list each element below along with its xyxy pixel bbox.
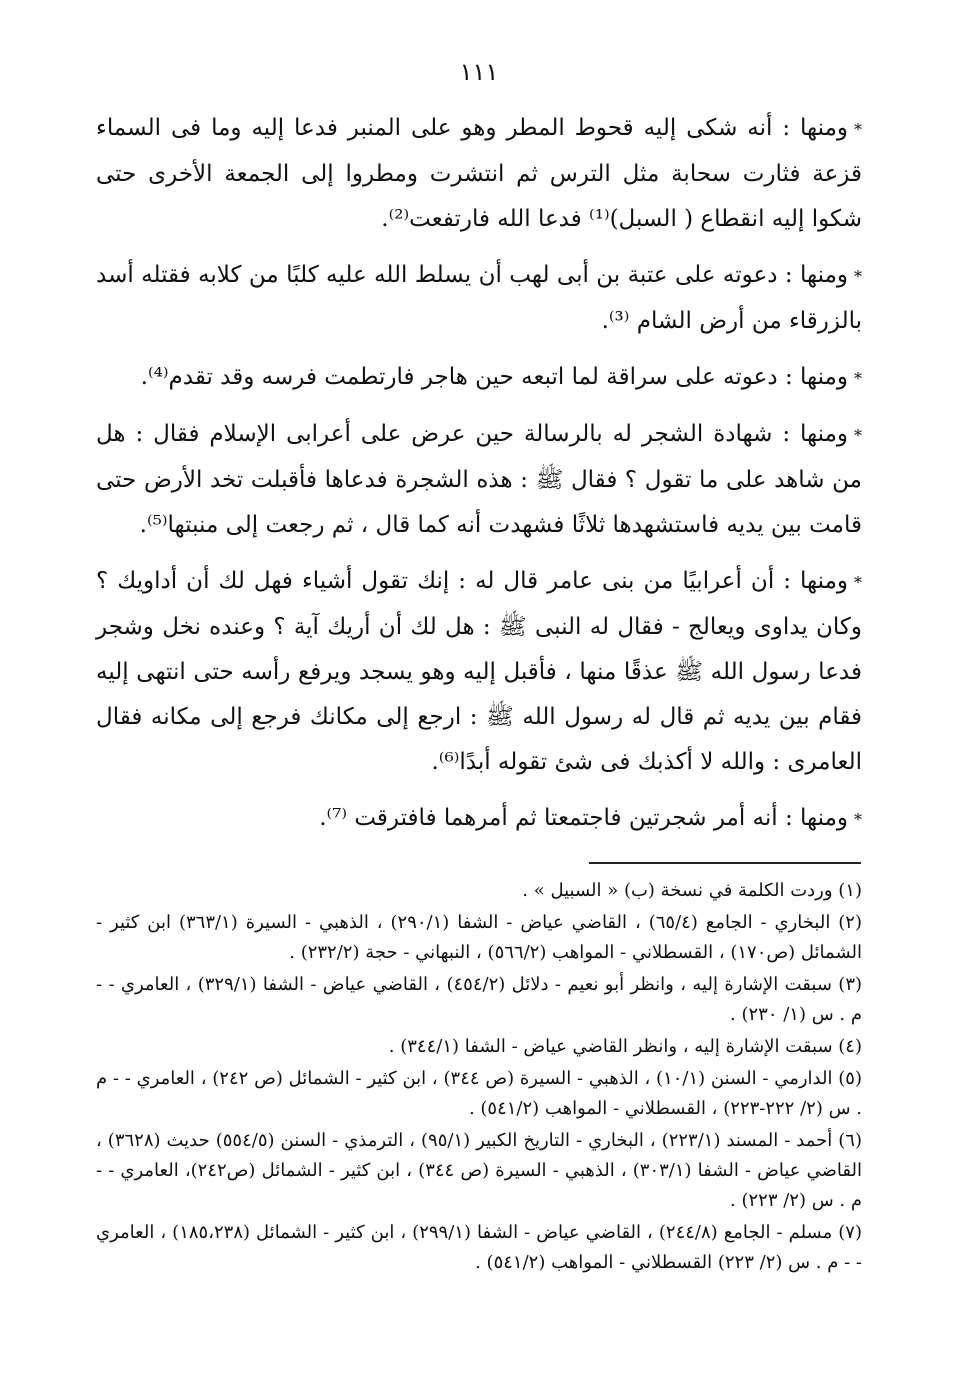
paragraph-1: *ومنها : أنه شكى إليه قحوط المطر وهو على المنبر فدعا إليه وما فى السماء قزعة فثارت سحابة مثل الترس ثم انتشرت ومطروا إلى الجمعة الأخرى حتى شكوا إليه انقطاع ( السبل)⁽¹⁾ فدعا الله فارتفعت⁽²⁾. bbox=[96, 115, 862, 232]
star-marker: * bbox=[854, 810, 862, 829]
paragraph-5: *ومنها : أن أعرابيًا من بنى عامر قال له : إنك تقول أشياء فهل لك أن أداويك ؟ وكان يداوى ويعالج - فقال له النبى ﷺ : هل لك أن أريك آية ؟ وعنده نخل وشجر فدعا رسول الله ﷺ عذقًا منها ، فأقبل إليه وهو يسجد ويرفع رأسه حتى انتهى إليه فقام بين يديه ثم قال له رسول الله ﷺ : ارجع إلى مكانك فرجع إلى مكانه فقال العامرى : والله لا أكذبك فى شئ تقوله أبدًا⁽⁶⁾. bbox=[96, 568, 862, 775]
paragraph-2: *ومنها : دعوته على عتبة بن أبى لهب أن يسلط الله عليه كلبًا من كلابه فقتله أسد بالزرقاء من أرض الشام ⁽³⁾. bbox=[96, 262, 862, 334]
footnote-7: (٧) مسلم - الجامع (٢٤٤/٨) ، القاضي عياض - الشفا (٢٩٩/١) ، ابن كثير - الشمائل (١٨٥،٢٣٨) ، العامري - - م . س (٢/ ٢٢٣) القسطلاني - المواهب (٥٤١/٢) . bbox=[96, 1222, 862, 1273]
paragraph-6: *ومنها : أنه أمر شجرتين فاجتمعتا ثم أمرهما فافترقت ⁽⁷⁾. bbox=[319, 805, 862, 831]
star-marker: * bbox=[854, 267, 862, 286]
footnote-3: (٣) سبقت الإشارة إليه ، وانظر أبو نعيم - دلائل (٤٥٤/٢) ، القاضي عياض - الشفا (٣٢٩/١) ، العامري - - م . س (١/ ٢٣٠) . bbox=[96, 974, 863, 1025]
footnote-6: (٦) أحمد - المسند (٢٢٣/١) ، البخاري - التاريخ الكبير (٩٥/١) ، الترمذي - السنن (٥٥٤/٥) حديث (٣٦٢٨) ، القاضي عياض - الشفا (٣٠٣/١) ، الذهبي - السيرة (ص ٣٤٤) ، ابن كثير - الشمائل (ص٢٤٢)، العامري - - م . س (٢/ ٢٢٣) . bbox=[96, 1130, 863, 1211]
footnote-divider bbox=[589, 862, 861, 864]
footnote-2: (٢) البخاري - الجامع (٦٥/٤) ، القاضي عياض - الشفا (٢٩٠/١) ، الذهبي - السيرة (٣٦٣/١) ابن كثير - الشمائل (ص١٧٠) ، القسطلاني - المواهب (٥٦٦/٢) ، النبهاني - حجة (٢٣٢/٢) . bbox=[96, 912, 862, 963]
footnote-1: (١) وردت الكلمة في نسخة (ب) « السبيل » . bbox=[522, 880, 862, 901]
paragraph-4: *ومنها : شهادة الشجر له بالرسالة حين عرض على أعرابى الإسلام فقال : هل من شاهد على ما تقول ؟ فقال ﷺ : هذه الشجرة فدعاها فأقبلت تخد الأرض حتى قامت بين يديه فاستشهدها ثلاثًا فشهدت أنه كما قال ، ثم رجعت إلى منبتها⁽⁵⁾. bbox=[96, 421, 862, 538]
footnote-5: (٥) الدارمي - السنن (١٠/١) ، الذهبي - السيرة (ص ٣٤٤) ، ابن كثير - الشمائل (ص ٢٤٢) ، العامري - - م . س (٢/ ٢٢٢-٢٢٣) ، القسطلاني - المواهب (٥٤١/٢) . bbox=[96, 1068, 862, 1119]
star-marker: * bbox=[854, 369, 862, 388]
main-text bbox=[96, 106, 862, 842]
star-marker: * bbox=[854, 120, 862, 139]
footnote-4: (٤) سبقت الإشارة إليه ، وانظر القاضي عياض - الشفا (٣٤٤/١) . bbox=[388, 1036, 862, 1057]
page-number: ١١١ bbox=[459, 58, 499, 86]
star-marker: * bbox=[854, 573, 862, 592]
paragraph-3: *ومنها : دعوته على سراقة لما اتبعه حين هاجر فارتطمت فرسه وقد تقدم⁽⁴⁾. bbox=[140, 364, 862, 390]
star-marker: * bbox=[854, 426, 862, 445]
footnotes bbox=[96, 876, 862, 1280]
